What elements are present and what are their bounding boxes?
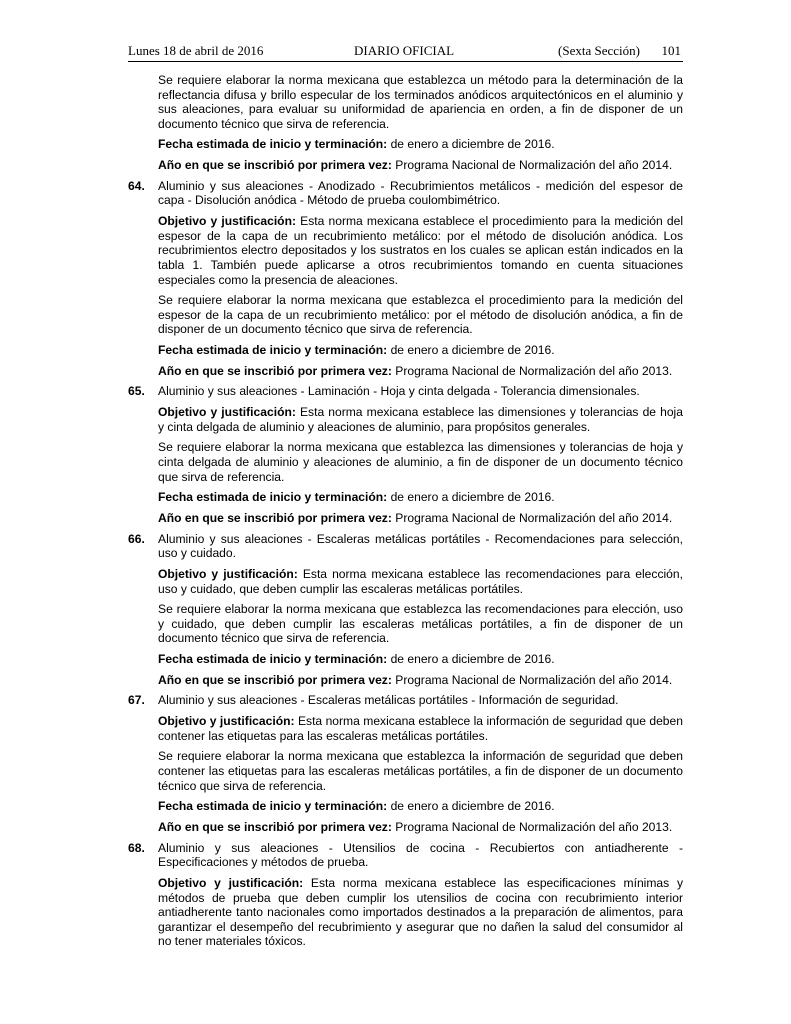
- item-fecha: [128, 343, 683, 358]
- anio-label: Año en que se inscribió por primera vez:: [158, 672, 392, 687]
- item-title: Aluminio y sus aleaciones - Anodizado - Recubrimientos metálicos - medición del espesor de capa - Disolución anódica - Método de prueba coulombimétrico.: [158, 178, 683, 208]
- anio-value: Programa Nacional de Normalización del año 2014.: [395, 672, 673, 687]
- anio-value: Programa Nacional de Normalización del año 2014.: [395, 158, 673, 173]
- list-item-68: [128, 841, 683, 870]
- header-page-number: 101: [661, 43, 681, 58]
- header-section: (Sexta Sección): [558, 43, 640, 58]
- fecha-value: de enero a diciembre de 2016.: [390, 137, 555, 152]
- item-fecha: [128, 799, 683, 814]
- fecha-value: de enero a diciembre de 2016.: [390, 343, 555, 358]
- header-date: Lunes 18 de abril de 2016: [128, 43, 264, 58]
- item-requirement: Se requiere elaborar la norma mexicana que establezca el procedimiento para la medición del espesor de la capa de un recubrimiento metálico: por el método de disolución anódica, a fin de disponer de un documento técnico que sirva de referencia.: [158, 293, 683, 337]
- anio-label: Año en que se inscribió por primera vez:: [158, 363, 392, 378]
- header-title: DIARIO OFICIAL: [354, 43, 455, 58]
- objetivo-text: Esta norma mexicana establece las especificaciones mínimas y métodos de prueba que deben cumplir los utensilios de cocina con recubrimiento interior antiadherente tanto nacionales como importados destinados a la preparación de alimentos, para garantizar el desempeño del recubrimiento y asegurar que no dañen la salud del consumidor al no tener materiales tóxicos.: [158, 875, 683, 949]
- item-anio: [128, 820, 683, 835]
- fecha-label: Fecha estimada de inicio y terminación:: [158, 137, 388, 152]
- anio-value: Programa Nacional de Normalización del año 2013.: [395, 820, 673, 834]
- item-number: 65.: [128, 384, 145, 399]
- item-requirement: Se requiere elaborar la norma mexicana que establezca la información de seguridad que deben contener las etiquetas para las escaleras metálicas portátiles, a fin de disponer de un documento técnico que sirva de referencia.: [158, 749, 683, 793]
- anio-label: Año en que se inscribió por primera vez:: [158, 158, 392, 173]
- fecha-value: de enero a diciembre de 2016.: [390, 652, 555, 667]
- anio-value: Programa Nacional de Normalización del año 2013.: [395, 363, 673, 378]
- item-title: Aluminio y sus aleaciones - Escaleras metálicas portátiles - Recomendaciones para selección, uso y cuidado.: [158, 531, 683, 561]
- objetivo-text: Esta norma mexicana establece las dimensiones y tolerancias de hoja y cinta delgada de aluminio y aleaciones de aluminio, para propósitos generales.: [158, 405, 683, 434]
- fecha-label: Fecha estimada de inicio y terminación:: [158, 799, 388, 814]
- fecha-value: de enero a diciembre de 2016.: [390, 799, 555, 814]
- item-anio: [128, 673, 683, 688]
- objetivo-text: Esta norma mexicana establece el procedimiento para la medición del espesor de la capa de un recubrimiento metálico: por el método de disolución anódica. Los recubrimientos electro depositados y los sustratos en los cuales se aplican están indicados en la tabla 1. También puede aplicarse a otros recubrimientos tomando en cuenta situaciones especiales como la presencia de aleaciones.: [158, 214, 684, 287]
- item-title: Aluminio y sus aleaciones - Escaleras metálicas portátiles - Información de seguridad.: [158, 693, 619, 708]
- objetivo-label: Objetivo y justificación:: [158, 566, 298, 581]
- objetivo-label: Objetivo y justificación:: [158, 405, 296, 420]
- list-item-65: [128, 384, 683, 399]
- item-anio: [128, 511, 683, 526]
- fecha-label: Fecha estimada de inicio y terminación:: [158, 343, 388, 358]
- anio-value: Programa Nacional de Normalización del año 2014.: [395, 510, 673, 525]
- anio-label: Año en que se inscribió por primera vez:: [158, 820, 392, 834]
- fecha-label: Fecha estimada de inicio y terminación:: [158, 652, 388, 667]
- objetivo-text: Esta norma mexicana establece las recomendaciones para elección, uso y cuidado, que deben cumplir las escaleras metálicas portátiles.: [158, 566, 683, 596]
- item-anio: [128, 364, 683, 379]
- item-number: 64.: [128, 178, 145, 193]
- objetivo-label: Objetivo y justificación:: [158, 214, 296, 229]
- item-requirement: Se requiere elaborar la norma mexicana que establezca las dimensiones y tolerancias de hoja y cinta delgada de aluminio y aleaciones de aluminio, a fin de disponer de un documento técnico que sirva de referencia.: [158, 440, 683, 484]
- item-fecha: [128, 490, 683, 505]
- item-requirement: Se requiere elaborar la norma mexicana que establezca las recomendaciones para elección, uso y cuidado, que deben cumplir las escaleras metálicas portátiles, a fin de disponer de un documento técnico que sirva de referencia.: [158, 602, 683, 646]
- list-item-67: [128, 693, 683, 708]
- list-item-64: [128, 179, 683, 208]
- fecha-value: de enero a diciembre de 2016.: [390, 490, 555, 505]
- item-fecha: [128, 652, 683, 667]
- item-objetivo: [128, 876, 683, 949]
- item-number: 68.: [128, 840, 145, 855]
- list-item-66: [128, 532, 683, 561]
- objetivo-label: Objetivo y justificación:: [158, 714, 295, 729]
- objetivo-text: Esta norma mexicana establece la información de seguridad que deben contener las etiquetas para las escaleras metálicas portátiles.: [158, 714, 683, 743]
- document-body: [128, 73, 683, 949]
- item-objetivo: [128, 567, 683, 596]
- page-header: [128, 41, 683, 62]
- item-objetivo: [128, 214, 683, 287]
- intro-anio: [128, 158, 683, 173]
- item-title: Aluminio y sus aleaciones - Utensilios de cocina - Recubiertos con antiadherente - Especificaciones y métodos de prueba.: [158, 840, 683, 870]
- item-title: Aluminio y sus aleaciones - Laminación - Hoja y cinta delgada - Tolerancia dimensionales.: [158, 384, 640, 399]
- intro-requirement: Se requiere elaborar la norma mexicana que establezca un método para la determinación de la reflectancia difusa y brillo especular de los terminados anódicos arquitectónicos en el aluminio y sus aleaciones, para evaluar su uniformidad de apariencia en orden, a fin de disponer de un documento técnico que sirva de referencia.: [158, 73, 683, 131]
- item-number: 67.: [128, 693, 145, 708]
- objetivo-label: Objetivo y justificación:: [158, 875, 304, 890]
- item-objetivo: [128, 405, 683, 434]
- intro-fecha: [128, 137, 683, 152]
- item-number: 66.: [128, 531, 145, 546]
- item-objetivo: [128, 714, 683, 743]
- anio-label: Año en que se inscribió por primera vez:: [158, 510, 392, 525]
- fecha-label: Fecha estimada de inicio y terminación:: [158, 490, 388, 505]
